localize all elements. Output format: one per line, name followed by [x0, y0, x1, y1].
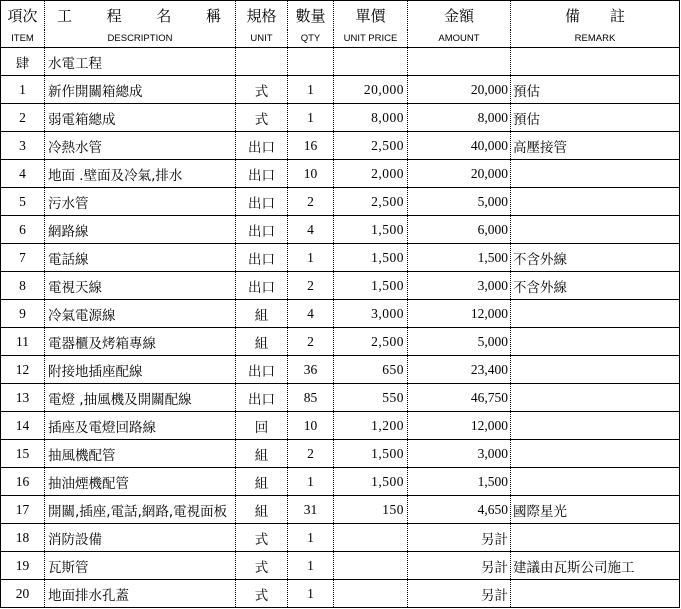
cell-item: 14 — [1, 412, 45, 440]
cell-amount: 5,000 — [408, 188, 511, 216]
cell-unit-price: 20,000 — [334, 76, 408, 104]
empty-cell — [511, 48, 680, 76]
cell-amount: 12,000 — [408, 300, 511, 328]
cell-item: 9 — [1, 300, 45, 328]
cell-amount: 4,650 — [408, 496, 511, 524]
cell-description: 消防設備 — [45, 524, 236, 552]
cell-item: 20 — [1, 580, 45, 608]
cell-description: 污水管 — [45, 188, 236, 216]
cell-qty: 4 — [288, 216, 334, 244]
cell-qty: 36 — [288, 356, 334, 384]
cell-unit-price: 1,500 — [334, 272, 408, 300]
cell-description: 地面 .壁面及冷氣,排水 — [45, 160, 236, 188]
cell-remark: 不含外線 — [511, 244, 680, 272]
header-remark: 備 註 — [511, 1, 680, 31]
table-row — [1, 580, 680, 608]
cell-remark — [511, 328, 680, 356]
cell-unit-price — [334, 524, 408, 552]
cell-unit-price: 1,500 — [334, 244, 408, 272]
cell-item: 1 — [1, 76, 45, 104]
header-description-char: 稱 — [205, 7, 221, 25]
cell-remark — [511, 300, 680, 328]
cell-amount: 1,500 — [408, 468, 511, 496]
header-description-char: 名 — [156, 7, 172, 25]
cell-amount: 5,000 — [408, 328, 511, 356]
cell-unit: 式 — [236, 552, 288, 580]
table-row — [1, 412, 680, 440]
section-item: 肆 — [1, 48, 45, 76]
table-row — [1, 300, 680, 328]
cell-description: 冷熱水管 — [45, 132, 236, 160]
cell-description: 抽風機配管 — [45, 440, 236, 468]
cell-unit: 式 — [236, 524, 288, 552]
header-item: 項次 — [1, 1, 45, 31]
cell-unit-price: 1,500 — [334, 216, 408, 244]
cell-amount: 另計 — [408, 524, 511, 552]
cell-unit: 出口 — [236, 272, 288, 300]
cell-remark — [511, 524, 680, 552]
header-unit: 規格 — [236, 1, 288, 31]
cell-qty: 4 — [288, 300, 334, 328]
cell-remark: 國際星光 — [511, 496, 680, 524]
cell-unit-price — [334, 552, 408, 580]
cell-unit: 組 — [236, 496, 288, 524]
cell-item: 3 — [1, 132, 45, 160]
cell-unit: 出口 — [236, 356, 288, 384]
cell-remark: 建議由瓦斯公司施工 — [511, 552, 680, 580]
cell-unit-price: 1,500 — [334, 440, 408, 468]
cell-amount: 另計 — [408, 552, 511, 580]
cell-amount: 1,500 — [408, 244, 511, 272]
cell-qty: 2 — [288, 440, 334, 468]
cell-item: 7 — [1, 244, 45, 272]
empty-cell — [334, 48, 408, 76]
cell-item: 11 — [1, 328, 45, 356]
cell-amount: 3,000 — [408, 440, 511, 468]
cell-qty: 2 — [288, 188, 334, 216]
subheader-row — [1, 30, 680, 48]
cell-unit-price: 2,500 — [334, 188, 408, 216]
header-row — [1, 1, 680, 31]
cell-remark — [511, 440, 680, 468]
cell-unit-price: 2,500 — [334, 132, 408, 160]
table-row — [1, 440, 680, 468]
cell-description: 網路線 — [45, 216, 236, 244]
cell-remark — [511, 412, 680, 440]
cell-description: 開關,插座,電話,網路,電視面板 — [45, 496, 236, 524]
cell-qty: 1 — [288, 244, 334, 272]
cell-amount: 20,000 — [408, 160, 511, 188]
table-row — [1, 356, 680, 384]
cell-amount: 6,000 — [408, 216, 511, 244]
header-amount: 金額 — [408, 1, 511, 31]
cell-qty: 2 — [288, 328, 334, 356]
table-row — [1, 76, 680, 104]
cell-unit-price: 1,500 — [334, 468, 408, 496]
cell-item: 8 — [1, 272, 45, 300]
cell-qty: 10 — [288, 412, 334, 440]
table-row — [1, 160, 680, 188]
subheader-unit: UNIT — [236, 30, 288, 48]
cell-remark: 預估 — [511, 104, 680, 132]
cell-unit-price: 3,000 — [334, 300, 408, 328]
table-row — [1, 496, 680, 524]
cell-unit: 式 — [236, 580, 288, 608]
empty-cell — [236, 48, 288, 76]
cell-unit-price: 2,000 — [334, 160, 408, 188]
cell-description: 附接地插座配線 — [45, 356, 236, 384]
cell-item: 13 — [1, 384, 45, 412]
cell-item: 19 — [1, 552, 45, 580]
cell-remark — [511, 468, 680, 496]
cell-item: 5 — [1, 188, 45, 216]
cell-unit: 式 — [236, 76, 288, 104]
cell-unit: 出口 — [236, 384, 288, 412]
cell-qty: 10 — [288, 160, 334, 188]
cell-unit-price: 650 — [334, 356, 408, 384]
cell-unit: 組 — [236, 328, 288, 356]
cell-qty: 1 — [288, 468, 334, 496]
cell-item: 2 — [1, 104, 45, 132]
cell-item: 15 — [1, 440, 45, 468]
cell-unit-price — [334, 580, 408, 608]
section-row — [1, 48, 680, 76]
cell-qty: 16 — [288, 132, 334, 160]
cell-description: 插座及電燈回路線 — [45, 412, 236, 440]
empty-cell — [408, 48, 511, 76]
cell-unit-price: 8,000 — [334, 104, 408, 132]
header-description — [45, 1, 236, 31]
subheader-description: DESCRIPTION — [45, 30, 236, 48]
cell-item: 17 — [1, 496, 45, 524]
table-row — [1, 384, 680, 412]
cell-amount: 23,400 — [408, 356, 511, 384]
cell-unit: 出口 — [236, 160, 288, 188]
header-qty: 數量 — [288, 1, 334, 31]
cell-description: 新作開關箱總成 — [45, 76, 236, 104]
cell-remark — [511, 356, 680, 384]
cell-description: 瓦斯管 — [45, 552, 236, 580]
cell-amount: 20,000 — [408, 76, 511, 104]
cell-qty: 1 — [288, 552, 334, 580]
cell-remark — [511, 384, 680, 412]
cell-item: 18 — [1, 524, 45, 552]
cell-remark — [511, 580, 680, 608]
cell-amount: 另計 — [408, 580, 511, 608]
cell-item: 6 — [1, 216, 45, 244]
header-description-char: 程 — [106, 7, 122, 25]
cell-amount: 8,000 — [408, 104, 511, 132]
cell-remark: 不含外線 — [511, 272, 680, 300]
cell-description: 電燈 ,抽風機及開關配線 — [45, 384, 236, 412]
cell-qty: 1 — [288, 104, 334, 132]
subheader-price: UNIT PRICE — [334, 30, 408, 48]
header-price: 單價 — [334, 1, 408, 31]
cell-description: 電視天線 — [45, 272, 236, 300]
cell-qty: 1 — [288, 524, 334, 552]
cell-qty: 2 — [288, 272, 334, 300]
table-row — [1, 244, 680, 272]
cell-unit: 出口 — [236, 188, 288, 216]
subheader-amount: AMOUNT — [408, 30, 511, 48]
cell-qty: 1 — [288, 580, 334, 608]
cell-item: 16 — [1, 468, 45, 496]
cell-remark — [511, 216, 680, 244]
cell-unit-price: 2,500 — [334, 328, 408, 356]
cell-remark — [511, 160, 680, 188]
subheader-remark: REMARK — [511, 30, 680, 48]
cell-unit-price: 1,200 — [334, 412, 408, 440]
cell-description: 冷氣電源線 — [45, 300, 236, 328]
table-row — [1, 468, 680, 496]
cell-unit: 式 — [236, 104, 288, 132]
section-title: 水電工程 — [45, 48, 236, 76]
cell-unit-price: 550 — [334, 384, 408, 412]
cell-amount: 3,000 — [408, 272, 511, 300]
table-row — [1, 272, 680, 300]
cell-unit: 出口 — [236, 216, 288, 244]
subheader-item: ITEM — [1, 30, 45, 48]
cell-unit-price: 150 — [334, 496, 408, 524]
cell-unit: 組 — [236, 300, 288, 328]
empty-cell — [288, 48, 334, 76]
cell-amount: 12,000 — [408, 412, 511, 440]
cell-description: 弱電箱總成 — [45, 104, 236, 132]
table-row — [1, 188, 680, 216]
cell-qty: 85 — [288, 384, 334, 412]
cell-remark: 預估 — [511, 76, 680, 104]
cell-unit: 組 — [236, 440, 288, 468]
cell-remark: 高壓接管 — [511, 132, 680, 160]
cell-description: 地面排水孔蓋 — [45, 580, 236, 608]
table-row — [1, 132, 680, 160]
cell-item: 4 — [1, 160, 45, 188]
table-row — [1, 524, 680, 552]
cell-description: 抽油煙機配管 — [45, 468, 236, 496]
cell-amount: 46,750 — [408, 384, 511, 412]
table-row — [1, 552, 680, 580]
cell-description: 電話線 — [45, 244, 236, 272]
cell-item: 12 — [1, 356, 45, 384]
cell-remark — [511, 188, 680, 216]
cell-unit: 出口 — [236, 244, 288, 272]
header-description-char: 工 — [57, 7, 73, 25]
table-row — [1, 104, 680, 132]
cell-description: 電器櫃及烤箱專線 — [45, 328, 236, 356]
table-row — [1, 328, 680, 356]
cell-unit: 組 — [236, 468, 288, 496]
cell-qty: 31 — [288, 496, 334, 524]
table-row — [1, 216, 680, 244]
cell-unit: 出口 — [236, 132, 288, 160]
cell-qty: 1 — [288, 76, 334, 104]
cell-amount: 40,000 — [408, 132, 511, 160]
cell-unit: 回 — [236, 412, 288, 440]
subheader-qty: QTY — [288, 30, 334, 48]
